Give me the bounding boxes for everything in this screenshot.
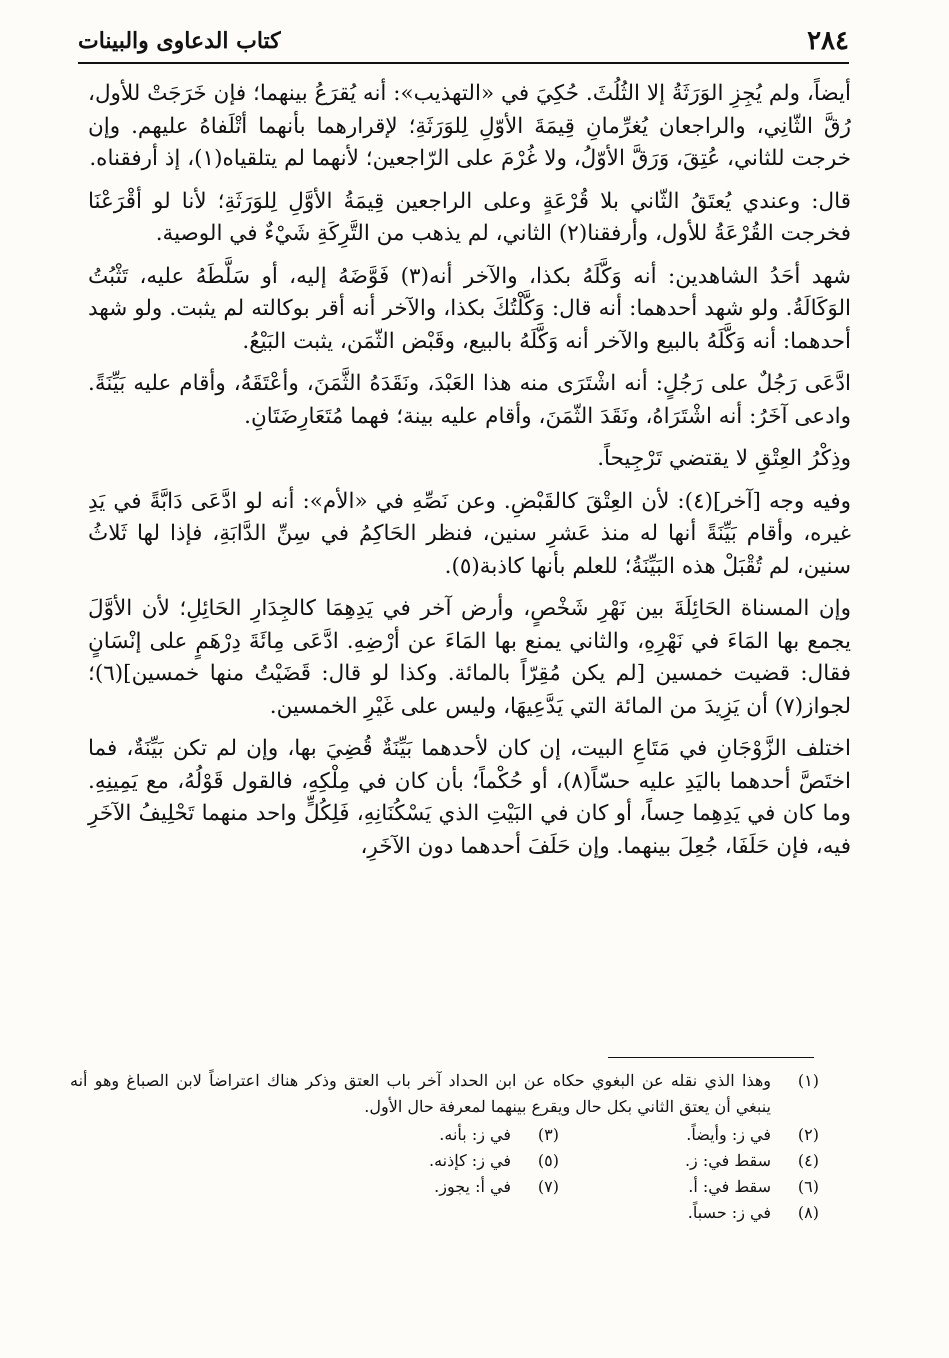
footnote bbox=[309, 1174, 559, 1200]
footnote bbox=[309, 1122, 559, 1148]
paragraph: قال: وعندي يُعتَقُ الثّاني بلا قُرْعَةٍ وعلى الراجعين قِيمَةُ الأوَّلِ لِلوَرَثَةِ؛ لأنا لو أقْرَعْنَا فخرجت القُرْعَةُ للأول، وأرفقنا(٢) الثاني، لم يذهب من التَّرِكَةِ شَيْءٌ في الوصية. bbox=[88, 188, 851, 246]
footnote-divider bbox=[608, 1057, 814, 1058]
paragraph: وفيه وجه [آخر](٤): لأن العِتْقَ كالقَبْضِ. وعن نَصِّهِ في «الأم»: أنه لو ادَّعَى دَابَّةً في يَدِ غيره، وأقام بَيِّنَةً أنها له منذ عَشرِ سنين، فنظر الحَاكِمُ في سِنِّ الدَّابَةِ، فإذا لها ثَلاثُ سنين، لم تُقْبَلْ هذه البَيِّنَةُ؛ للعلم بأنها كاذبة(٥). bbox=[88, 488, 851, 579]
footnote-number: (٦) bbox=[797, 1177, 819, 1196]
footnote-number: (٥) bbox=[537, 1151, 559, 1170]
footnote-text: سقط في: ز. bbox=[684, 1151, 771, 1170]
header-divider bbox=[78, 62, 849, 64]
footnote-text: في أ: يجوز. bbox=[434, 1177, 511, 1196]
footnote-text: وهذا الذي نقله عن البغوي حكاه عن ابن الحداد آخر باب العتق وذكر هناك اعتراضاً لابن الصباغ وهو أنه ينبغي أن يعتق الثاني بكل حال ويقرع بينهما لمعرفة حال الأول. bbox=[70, 1071, 772, 1116]
footnote-text: في ز: بأنه. bbox=[439, 1125, 511, 1144]
footnote-number: (٨) bbox=[797, 1203, 819, 1222]
footnote-number: (٢) bbox=[797, 1125, 819, 1144]
running-title: كتاب الدعاوى والبينات bbox=[78, 28, 281, 54]
footnote bbox=[629, 1200, 819, 1226]
paragraph: ادَّعَى رَجُلٌ على رَجُلٍ: أنه اشْتَرَى منه هذا العَبْدَ، ونَقَدَهُ الثَّمَنَ، وأعْتَقَهُ، وأقام عليه بَيِّنَةً. وادعى آخَرُ: أنه اشْتَرَاهُ، ونَقَدَ الثّمَنَ، وأقام عليه بينة؛ فهما مُتَعَارِضَتَانِ. bbox=[88, 371, 851, 429]
footnote-number: (٤) bbox=[797, 1151, 819, 1170]
paragraph: شهد أحَدُ الشاهدين: أنه وَكَّلَهُ بكذا، والآخر أنه(٣) فَوَّضَهُ إليه، أو سَلَّطَهُ عليه، تَثْبُتُ الوَكَالَةُ. ولو شهد أحدهما: أنه قال: وَكَّلْتُكَ بكذا، والآخر أنه أقر بوكالته لم يثبت. ولو شهد أحدهما: أنه وَكَّلَهُ بالبيع والآخر أنه وَكَّلَهُ بالبيع، وقَبْض الثّمَن، يثبت البَيْعُ. bbox=[88, 263, 851, 354]
footnote-text: في ز: وأيضاً. bbox=[686, 1125, 771, 1144]
footnote bbox=[629, 1148, 819, 1174]
footnotes bbox=[70, 1068, 819, 1226]
footnote-number: (١) bbox=[797, 1071, 819, 1090]
footnote-number: (٧) bbox=[537, 1177, 559, 1196]
paragraph: اختلف الزَّوْجَانِ في مَتَاعِ البيت، إن كان لأحدهما بَيِّنَةٌ قُضِيَ بها، وإن لم تكن بَيِّنَةٌ، فما اختَصَّ أحدهما باليَدِ عليه حسّاً(٨)، أو حُكْماً؛ بأن كان في مِلْكِهِ، فالقول قَوْلُهُ، مع يَمِينِهِ. وما كان في يَدِهِما حِساً، أو كان في البَيْتِ الذي يَسْكُنَانِهِ، فَلِكُلٍّ واحد منهما تَحْلِيفُ الآخَرِ فيه، فإن حَلَفَا، جُعِلَ بينهما. وإن حَلَفَ أحدهما دون الآخَرِ، bbox=[88, 736, 851, 859]
footnote-text: سقط في: أ. bbox=[688, 1177, 771, 1196]
footnote bbox=[629, 1122, 819, 1148]
footnote-grid bbox=[70, 1122, 819, 1226]
footnote-text: في ز: حسباً. bbox=[687, 1203, 771, 1222]
page-header bbox=[78, 22, 849, 62]
main-text bbox=[88, 78, 851, 873]
paragraph: أيضاً، ولم يُجِزِ الوَرَثَةُ إلا الثُلُثَ. حُكِيَ في «التهذيب»: أنه يُقرَعُ بينهما؛ فإن خَرَجَتْ للأول، رُقَّ الثّانِي، والراجعان يُغرِّمانِ قِيمَةَ الأوّلِ لِلوَرَثَةِ؛ لإقرارهما بأنهما أتْلَفاهُ عليهم. وإن خرجت للثاني، عُتِقَ، وَرَقَّ الأوّلُ، ولا غُرْمَ على الرّاجعين؛ لأنهما لم يتلقياه(١)، إذ أرفقناه. bbox=[88, 81, 851, 171]
footnote bbox=[70, 1068, 819, 1120]
footnote-number: (٣) bbox=[537, 1125, 559, 1144]
paragraph: وذِكْرُ العِتْقِ لا يقتضي تَرْجِيحاً. bbox=[597, 446, 851, 471]
paragraph: وإن المسناة الحَائِلَةَ بين نَهْرِ شَخْصٍ، وأرض آخر في يَدِهِمَا كالجِدَارِ الحَائِلِ؛ لأن الأوَّلَ يجمع بها المَاءَ في نَهْرِهِ، والثاني يمنع بها المَاءَ عن أرْضِهِ. ادَّعَى مِائَةَ دِرْهَمٍ على إنْسَانٍ فقال: قضيت خمسين [لم يكن مُقِرّاً بالمائة. وكذا لو قال: قَضَيْتُ منها خمسين](٦)؛ لجواز(٧) أن يَزِيدَ من المائة التي يَدَّعِيهَا، وليس على غَيْرِ الخمسين. bbox=[88, 596, 851, 719]
footnote bbox=[629, 1174, 819, 1200]
footnote-text: في ز: كإذنه. bbox=[428, 1151, 511, 1170]
footnote bbox=[309, 1148, 559, 1174]
page-number: ٢٨٤ bbox=[807, 26, 849, 56]
